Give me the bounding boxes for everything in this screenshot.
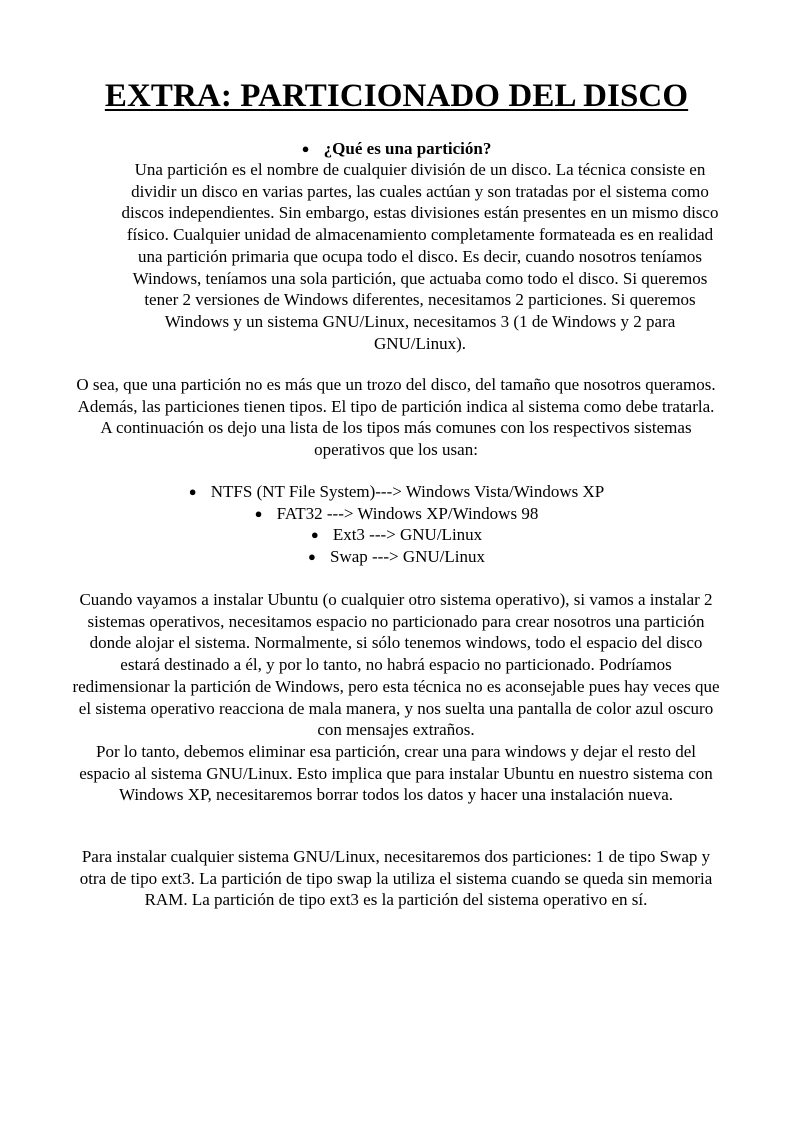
bullet-icon: ● (254, 505, 263, 521)
paragraph-install-space-a: Cuando vayamos a instalar Ubuntu (o cualquier otro sistema operativo), si vamos a instalar 2 sistemas operativos, necesitamos espacio no particionado para crear nosotros una partición donde alojar el sistema. Normalmente, si sólo tenemos windows, todo el espacio del disco estará destinado a él, y por lo tanto, no habrá espacio no particionado. Podríamos redimensionar la partición de Windows, pero esta técnica no es aconsejable pues hay veces que el sistema operativo reacciona de mala manera, y nos suelta una pantalla de color azul oscuro con mensajes extraños. (72, 590, 720, 740)
paragraph-install-space-b: Por lo tanto, debemos eliminar esa partición, crear una para windows y dejar el resto del espacio al sistema GNU/Linux. Esto implica que para instalar Ubuntu en nuestro sistema con Windows XP, necesitaremos borrar todos los datos y hacer una instalación nueva. (79, 741, 713, 805)
bullet-icon: ● (310, 527, 319, 543)
list-item (0, 524, 793, 546)
list-item (0, 481, 793, 503)
paragraph-install-space (70, 589, 722, 806)
paragraph-definition: Una partición es el nombre de cualquier división de un disco. La técnica consiste en dividir un disco en varias partes, las cuales actúan y son tratadas por el sistema como discos independientes. Sin embargo, estas divisiones están presentes en un mismo disco físico. Cualquier unidad de almacenamiento completamente formateada es en realidad una partición primaria que ocupa todo el disco. Es decir, cuando nosotros teníamos Windows, teníamos una sola partición, que actuaba como todo el disco. Si queremos tener 2 versiones de Windows diferentes, necesitamos 2 particiones. Si queremos Windows y un sistema GNU/Linux, necesitamos 3 (1 de Windows y 2 para GNU/Linux). (121, 160, 719, 353)
list-item-text: FAT32 ---> Windows XP/Windows 98 (276, 503, 539, 523)
list-item (0, 546, 793, 568)
section-heading-text: ¿Qué es una partición? (323, 139, 492, 158)
bullet-icon: ● (188, 484, 197, 499)
partition-types-list (0, 481, 793, 568)
document-title: EXTRA: PARTICIONADO DEL DISCO (104, 78, 689, 114)
paragraph-types-intro: O sea, que una partición no es más que un trozo del disco, del tamaño que nosotros queramos. Además, las particiones tienen tipos. El tipo de partición indica al sistema como debe tratarla. A continuación os dejo una lista de los tipos más comunes con los respectivos sistemas operativos que los usan: (76, 375, 716, 460)
list-item-text: Ext3 ---> GNU/Linux (332, 525, 483, 545)
bullet-icon: ● (307, 549, 316, 565)
bullet-icon: ● (301, 141, 310, 156)
list-item-text: Swap ---> GNU/Linux (329, 547, 485, 567)
list-item (0, 503, 793, 525)
paragraph-required-partitions: Para instalar cualquier sistema GNU/Linux, necesitaremos dos particiones: 1 de tipo Swap y otra de tipo ext3. La partición de tipo swap la utiliza el sistema cuando se queda sin memoria RAM. La partición de tipo ext3 es la partición del sistema operativo en sí. (79, 847, 713, 910)
section-heading (0, 138, 793, 160)
list-item-text: NTFS (NT File System)---> Windows Vista/Windows XP (210, 482, 605, 501)
